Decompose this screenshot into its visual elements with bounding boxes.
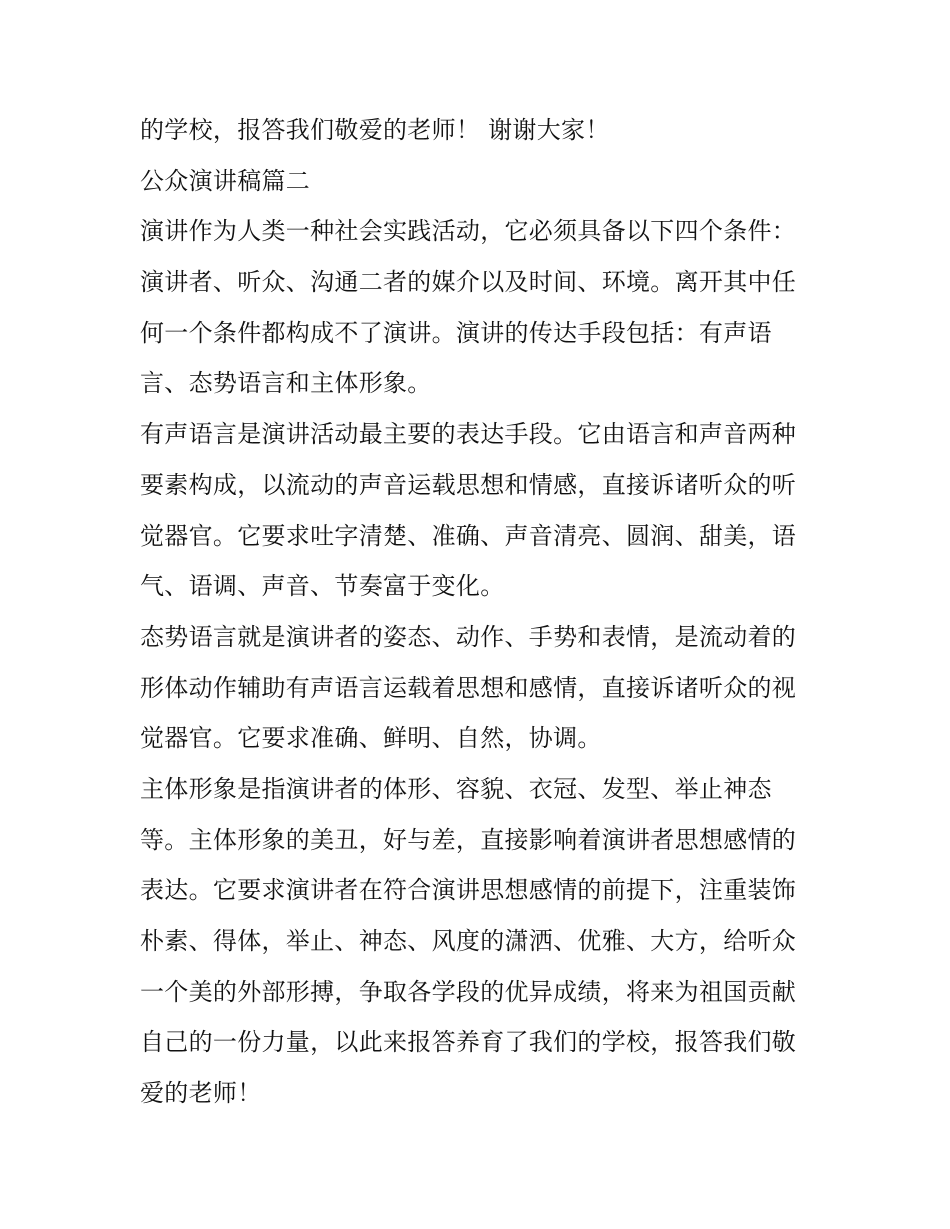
text-line: 有声语言是演讲活动最主要的表达手段。它由语言和声音两种 — [140, 420, 797, 449]
text-line: 言、态势语言和主体形象。 — [140, 369, 432, 398]
text-line: 的学校，报答我们敬爱的老师！ 谢谢大家！ — [140, 116, 610, 144]
text-line: 爱的老师！ — [140, 1079, 262, 1108]
text-line: 朴素、得体，举止、神态、风度的潇洒、优雅、大方，给听众 — [140, 927, 797, 955]
text-line: 自己的一份力量，以此来报答养育了我们的学校，报答我们敬 — [140, 1028, 797, 1057]
text-line: 何一个条件都构成不了演讲。演讲的传达手段包括：有声语 — [140, 318, 772, 347]
text-line: 主体形象是指演讲者的体形、容貌、衣冠、发型、举止神态 — [140, 774, 772, 803]
text-line: 觉器官。它要求准确、鲜明、自然，协调。 — [140, 724, 602, 753]
text-line: 表达。它要求演讲者在符合演讲思想感情的前提下，注重装饰 — [140, 876, 797, 905]
text-line: 气、语调、声音、节奏富于变化。 — [140, 572, 505, 601]
text-line: 形体动作辅助有声语言运载着思想和感情，直接诉诸听众的视 — [140, 673, 797, 702]
text-line: 等。主体形象的美丑，好与差，直接影响着演讲者思想感情的 — [140, 825, 797, 854]
text-line: 要素构成，以流动的声音运载思想和情感，直接诉诸听众的听 — [140, 470, 797, 499]
text-line: 态势语言就是演讲者的姿态、动作、手势和表情，是流动着的 — [140, 622, 797, 651]
text-line: 一个美的外部形搏，争取各学段的优异成绩，将来为祖国贡献 — [140, 977, 797, 1006]
document-page — [140, 105, 840, 1119]
text-line: 觉器官。它要求吐字清楚、准确、声音清亮、圆润、甜美，语 — [140, 521, 797, 550]
text-line: 演讲作为人类一种社会实践活动，它必须具备以下四个条件： — [140, 217, 797, 246]
text-line: 演讲者、听众、沟通二者的媒介以及时间、环境。离开其中任 — [140, 268, 797, 297]
section-heading: 公众演讲稿篇二 — [140, 166, 311, 195]
